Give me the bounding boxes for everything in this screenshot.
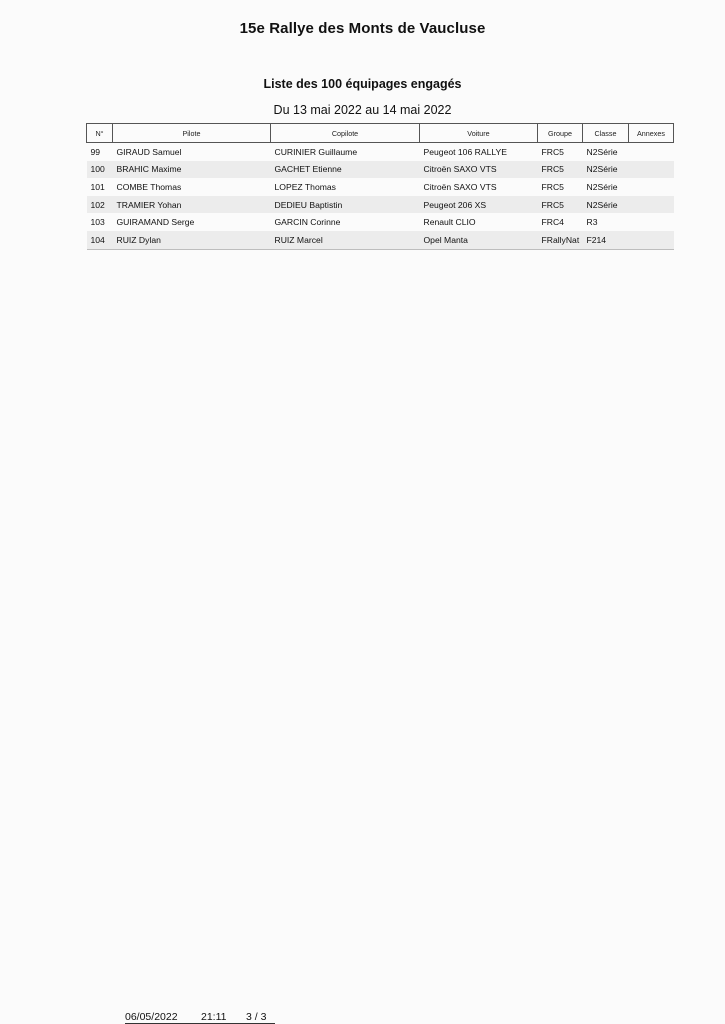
cell-voiture: Opel Manta	[420, 231, 538, 249]
cell-copilote: LOPEZ Thomas	[274, 181, 336, 192]
header-classe: Classe	[583, 124, 629, 143]
header-voiture: Voiture	[420, 124, 538, 143]
cell-copilote: GARCIN Corinne	[274, 217, 341, 228]
cell-annexes	[629, 161, 674, 179]
cell-annexes	[629, 196, 674, 214]
cell-voiture: Citroën SAXO VTS	[423, 181, 497, 192]
table-row	[87, 231, 674, 249]
cell-classe: N2Série	[586, 181, 618, 192]
cell-voiture: Peugeot 106 RALLYE	[423, 146, 507, 157]
table-row	[87, 178, 674, 196]
cell-voiture: Peugeot 206 XS	[420, 196, 538, 214]
cell-num: 101	[90, 181, 105, 192]
header-groupe: Groupe	[538, 124, 583, 143]
cell-pilote: RUIZ Dylan	[113, 231, 271, 249]
cell-annexes	[629, 231, 674, 249]
header-copilote: Copilote	[271, 124, 420, 143]
cell-groupe: FRC5	[538, 161, 583, 179]
header-annexes: Annexes	[629, 124, 674, 143]
footer-page-number: 3 / 3	[246, 1011, 267, 1023]
page-footer	[0, 1011, 725, 1024]
date-range: Du 13 mai 2022 au 14 mai 2022	[273, 103, 452, 117]
cell-num: 103	[90, 217, 105, 228]
cell-classe: N2Série	[583, 161, 629, 179]
footer-time: 21:11	[201, 1011, 227, 1023]
cell-num: 104	[87, 231, 113, 249]
table-row	[87, 161, 674, 179]
cell-voiture: Renault CLIO	[423, 217, 476, 228]
cell-groupe: FRallyNat	[538, 231, 583, 249]
cell-copilote: RUIZ Marcel	[271, 231, 420, 249]
document-title: 15e Rallye des Monts de Vaucluse	[239, 20, 486, 37]
cell-pilote: TRAMIER Yohan	[113, 196, 271, 214]
cell-classe: R3	[586, 217, 598, 228]
cell-groupe: FRC5	[541, 181, 564, 192]
cell-classe: F214	[583, 231, 629, 249]
cell-copilote: GACHET Etienne	[271, 161, 420, 179]
footer-date: 06/05/2022	[125, 1011, 178, 1023]
cell-annexes	[629, 178, 674, 196]
cell-groupe: FRC5	[541, 146, 564, 157]
cell-groupe: FRC5	[538, 196, 583, 214]
cell-annexes	[629, 213, 674, 231]
cell-pilote: GUIRAMAND Serge	[116, 217, 195, 228]
cell-groupe: FRC4	[541, 217, 564, 228]
document-subtitle: Liste des 100 équipages engagés	[263, 77, 462, 91]
table-row	[87, 196, 674, 214]
header-num: N°	[87, 124, 113, 143]
cell-num: 102	[87, 196, 113, 214]
header-pilote: Pilote	[113, 124, 271, 143]
table-body	[87, 143, 674, 250]
cell-num: 99	[90, 146, 101, 157]
cell-pilote: COMBE Thomas	[116, 181, 182, 192]
cell-copilote: CURINIER Guillaume	[274, 146, 358, 157]
cell-num: 100	[87, 161, 113, 179]
cell-annexes	[629, 143, 674, 161]
cell-classe: N2Série	[586, 146, 618, 157]
cell-voiture: Citroën SAXO VTS	[420, 161, 538, 179]
cell-classe: N2Série	[583, 196, 629, 214]
table-row	[87, 143, 674, 161]
table-header	[87, 124, 674, 143]
entries-table	[86, 123, 674, 250]
table-row	[87, 213, 674, 231]
header-row	[87, 124, 674, 143]
cell-copilote: DEDIEU Baptistin	[271, 196, 420, 214]
cell-pilote: BRAHIC Maxime	[113, 161, 271, 179]
cell-pilote: GIRAUD Samuel	[116, 146, 182, 157]
